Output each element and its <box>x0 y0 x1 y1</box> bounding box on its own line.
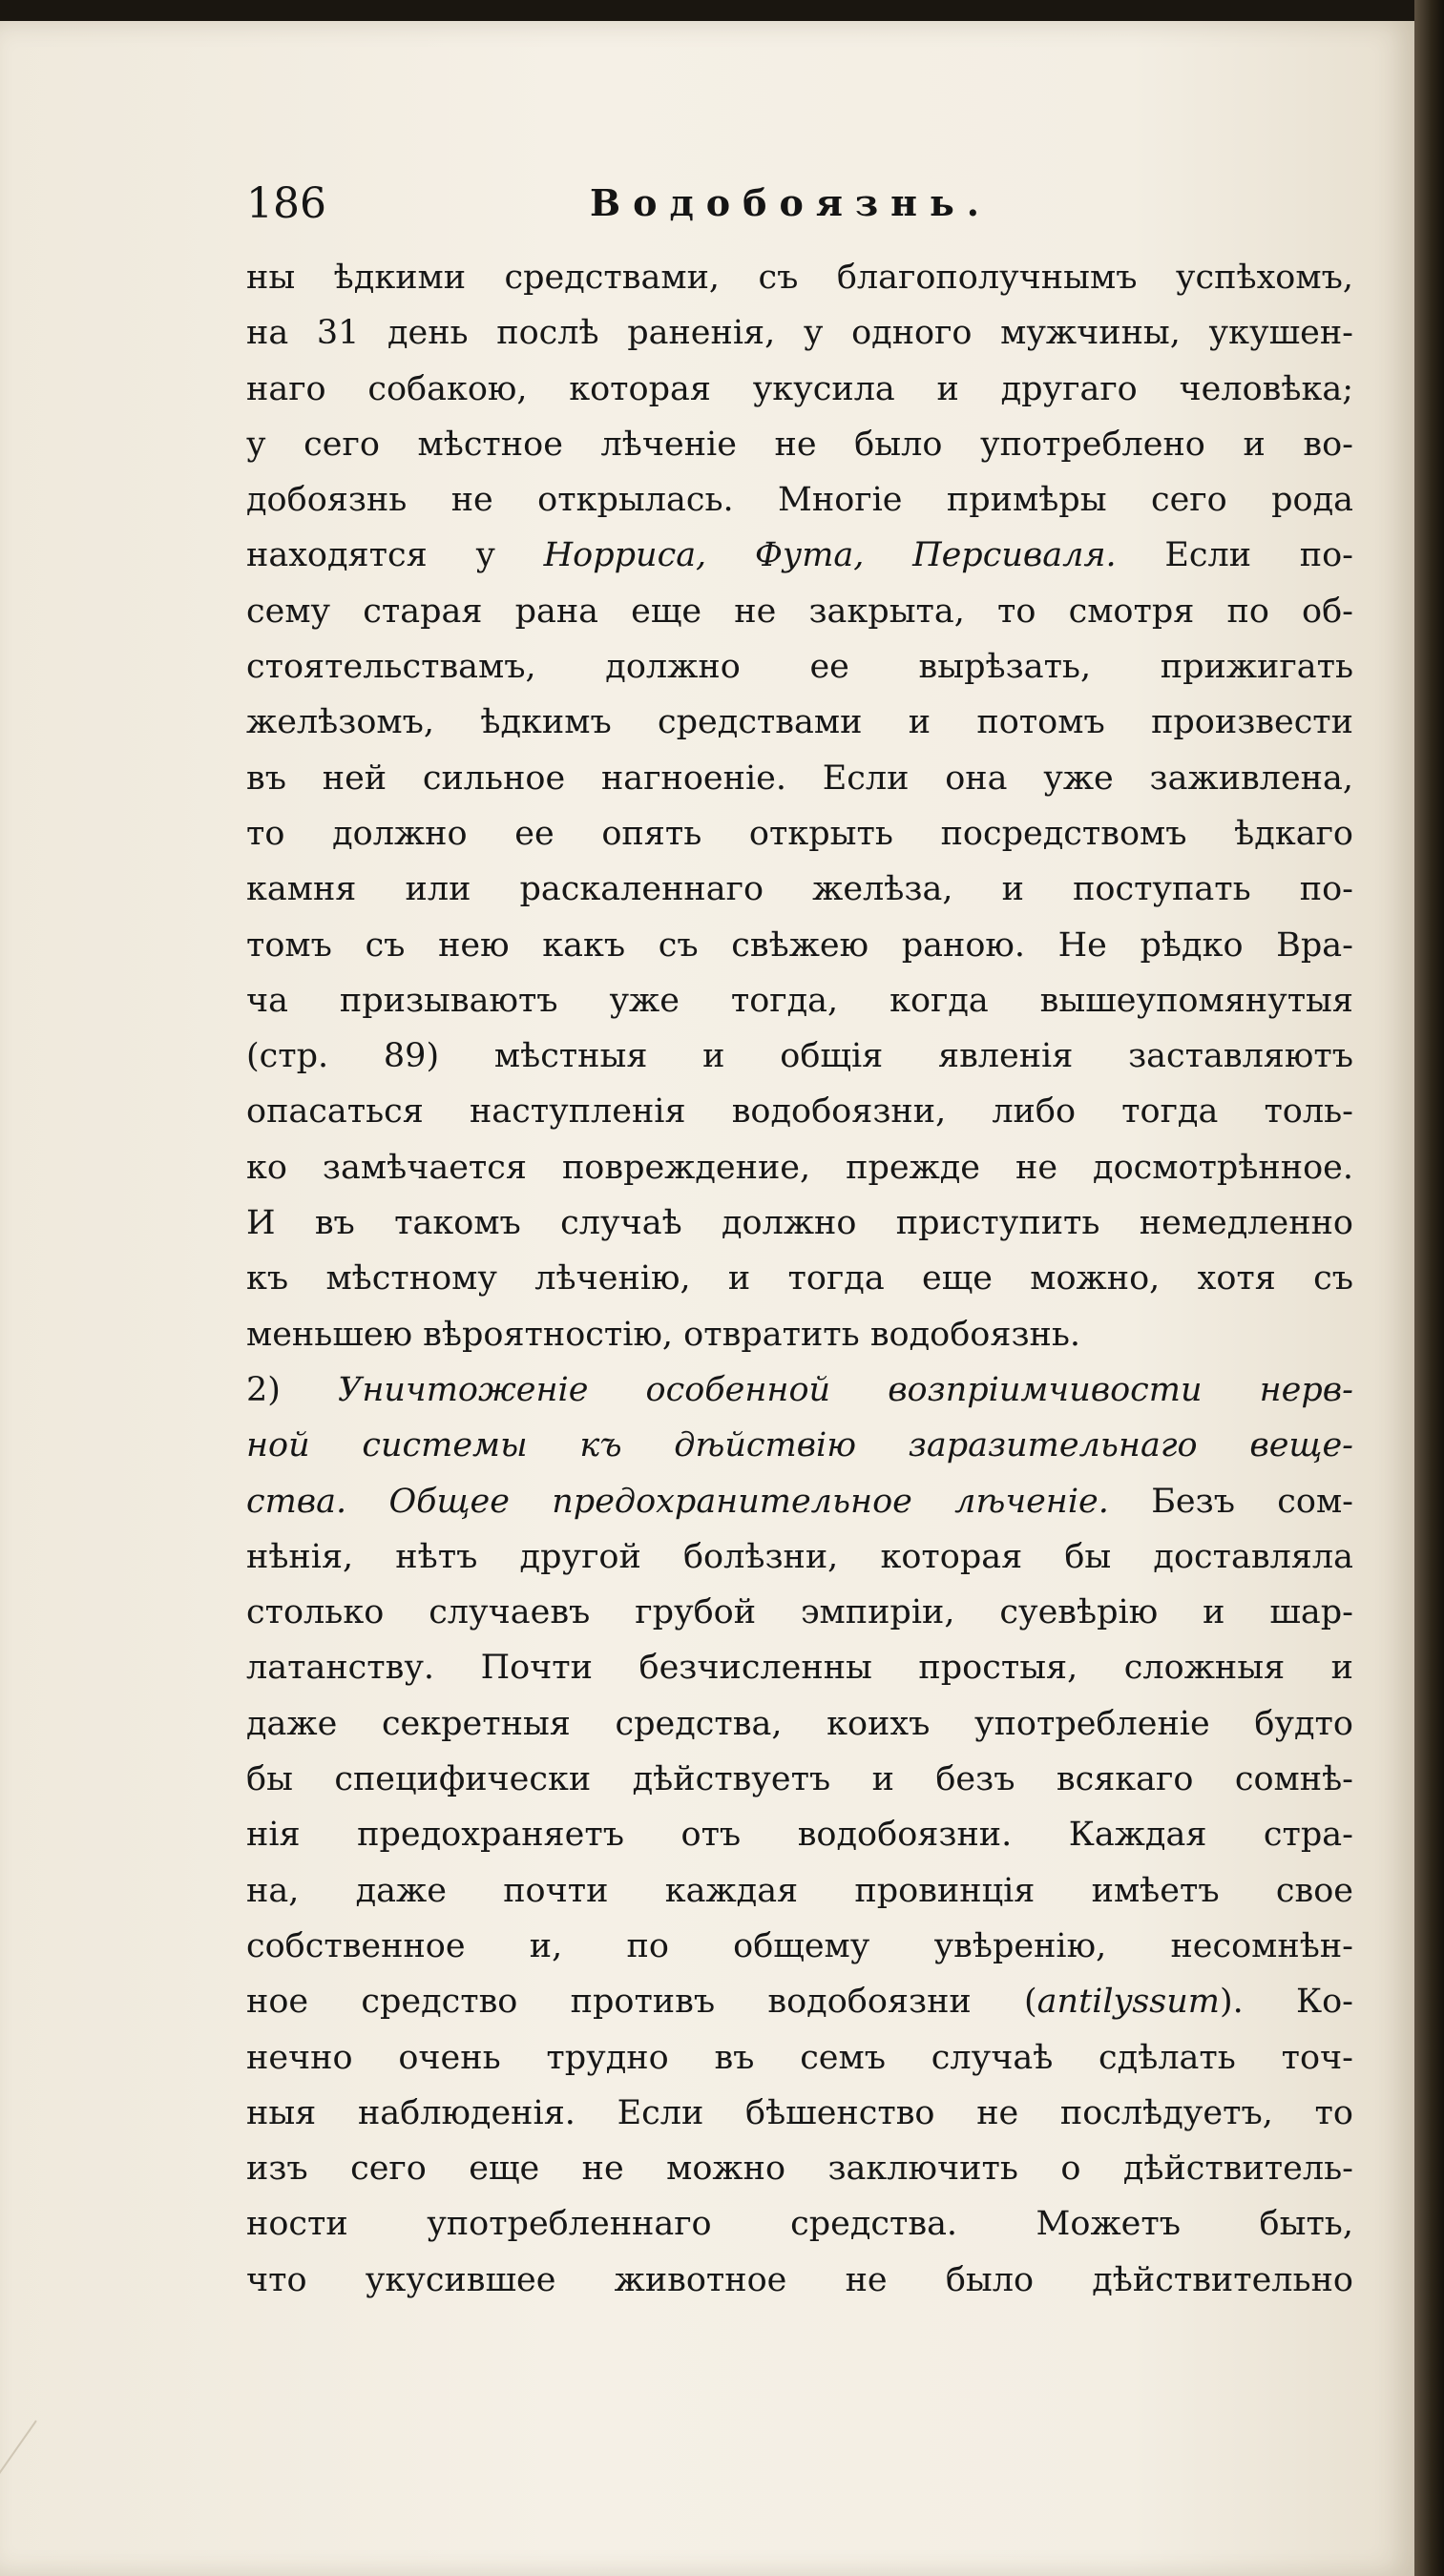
text-line: на, даже почти каждая провинція имѣетъ свое <box>246 1871 1353 1910</box>
italic-text: Уничтоженіе особенной возпріимчивости нерв- <box>338 1370 1353 1409</box>
text-segment: Безъ сом- <box>1108 1482 1353 1521</box>
text-line: къ мѣстному лѣченію, и тогда еще можно, хотя съ <box>246 1259 1353 1298</box>
text-line: латанству. Почти безчисленны простыя, сложныя и <box>246 1649 1353 1688</box>
text-line: томъ съ нею какъ съ свѣжею раною. Не рѣдко Вра- <box>246 925 1353 965</box>
text-line: меньшею вѣроятностію, отвратить водобоязнь. <box>246 1315 1081 1354</box>
text-line: наго собакою, которая укусила и другаго человѣка; <box>246 369 1353 408</box>
page-number: 186 <box>246 179 326 228</box>
text-line: И въ такомъ случаѣ должно приступить немедленно <box>246 1204 1353 1243</box>
running-title: Водобоязнь. <box>590 181 992 224</box>
text-line: что укусившее животное не было дѣйствительно <box>246 2260 1353 2299</box>
text-segment: ). Ко- <box>1219 1983 1353 2022</box>
text-line: желѣзомъ, ѣдкимъ средствами и потомъ произвести <box>246 703 1353 742</box>
text-line: изъ сего еще не можно заключить о дѣйствитель- <box>246 2150 1353 2189</box>
text-line: нія предохраняетъ отъ водобоязни. Каждая стра- <box>246 1816 1353 1855</box>
text-line: бы специфически дѣйствуетъ и безъ всякаго сомнѣ- <box>246 1760 1353 1799</box>
text-segment: Если по- <box>1116 536 1353 575</box>
text-line: даже секретныя средства, коихъ употребленіе будто <box>246 1704 1353 1743</box>
text-line: на 31 день послѣ раненія, у одного мужчины, укушен- <box>246 314 1353 353</box>
text-segment: ное средство противъ водобоязни ( <box>246 1983 1037 2022</box>
text-line: ны ѣдкими средствами, съ благополучнымъ успѣхомъ, <box>246 259 1353 297</box>
italic-text: ства. Общее предохранительное лѣченіе. <box>246 1482 1109 1521</box>
text-line: ко замѣчается повреждение, прежде не досмотрѣнное. <box>246 1148 1353 1187</box>
text-line: (стр. 89) мѣстныя и общія явленія заставляютъ <box>246 1037 1353 1076</box>
text-line <box>246 528 1353 583</box>
italic-text: ной системы къ дѣйствію заразительнаго веще- <box>246 1426 1353 1465</box>
text-line <box>246 1974 1353 2029</box>
text-line: ности употребленнаго средства. Можетъ быть, <box>246 2205 1353 2244</box>
text-line: въ ней сильное нагноеніе. Если она уже заживлена, <box>246 758 1353 798</box>
body-text <box>246 250 1353 2308</box>
text-line: добоязнь не открылась. Многіе примѣры сего рода <box>246 481 1353 520</box>
text-line: ча призываютъ уже тогда, когда вышеупомянутыя <box>246 981 1353 1020</box>
page-header <box>246 179 1353 237</box>
text-line: у сего мѣстное лѣченіе не было употреблено и во- <box>246 425 1353 464</box>
text-line: столько случаевъ грубой эмпиріи, суевѣрію и шар- <box>246 1593 1353 1632</box>
text-line: камня или раскаленнаго желѣза, и поступать по- <box>246 870 1353 909</box>
text-line: стоятельствамъ, должно ее вырѣзать, прижигать <box>246 648 1353 687</box>
text-line: нечно очень трудно въ семъ случаѣ сдѣлать точ- <box>246 2038 1353 2077</box>
text-line <box>246 1418 1353 1473</box>
text-segment: 2) <box>246 1370 339 1409</box>
text-segment: находятся у <box>246 536 544 575</box>
text-line: собственное и, по общему увѣренію, несомнѣн- <box>246 1926 1353 1965</box>
text-line: нѣнія, нѣтъ другой болѣзни, которая бы доставляла <box>246 1537 1353 1576</box>
text-line <box>246 1362 1353 1418</box>
text-line <box>246 1474 1353 1529</box>
text-line: то должно ее опять открыть посредствомъ ѣдкаго <box>246 814 1353 853</box>
text-line: опасаться наступленія водобоязни, либо тогда толь- <box>246 1092 1353 1132</box>
text-line: сему старая рана еще не закрыта, то смотря по об- <box>246 592 1353 631</box>
italic-text: antilyssum <box>1036 1983 1220 2022</box>
italic-text: Норриса, Фута, Персиваля. <box>543 536 1117 575</box>
book-spine <box>1414 0 1444 2576</box>
text-line: ныя наблюденія. Если бѣшенство не послѣдуетъ, то <box>246 2093 1353 2132</box>
